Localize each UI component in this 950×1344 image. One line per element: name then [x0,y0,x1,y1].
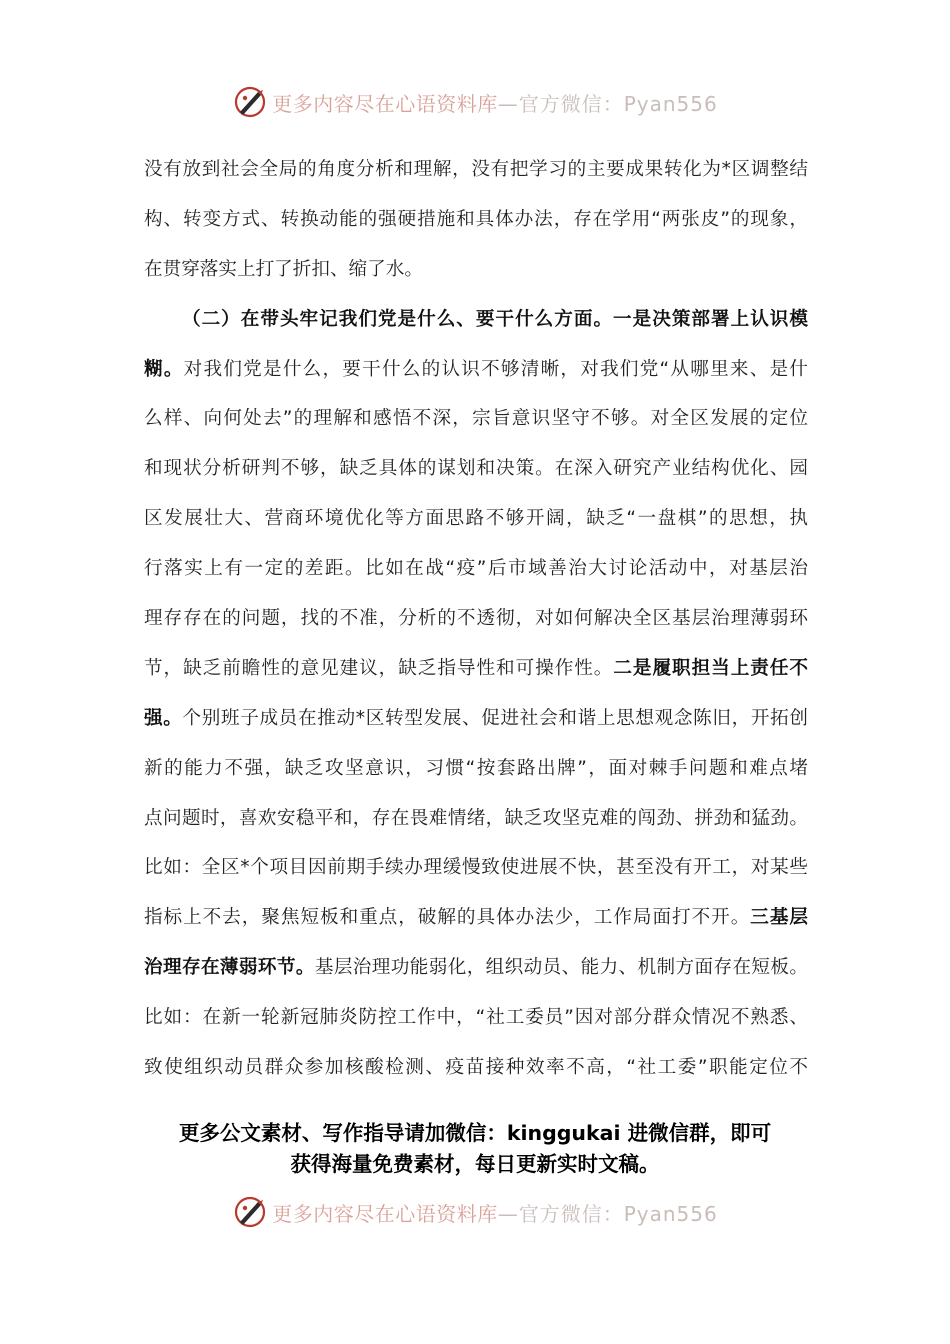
footer-watermark-banner [0,1190,950,1234]
body-text-line [144,245,808,295]
text-segment: 对我们党是什么，要干什么的认识不够清晰，对我们党“从哪里来、是什 [183,358,808,380]
pen-circle-logo-icon [232,84,268,120]
body-text-line [144,843,808,893]
bold-text-segment: 二是履职担当上责任不 [613,657,808,679]
pen-circle-logo-icon [232,1194,268,1230]
body-text-line [144,295,808,345]
promo-line-2: 获得海量免费素材，每日更新实时文稿。 [290,1152,660,1176]
body-text-line [144,744,808,794]
text-segment: 点问题时，喜欢安稳平和，存在畏难情绪，缺乏攻坚克难的闯劲、拼劲和猛劲。 [144,807,808,829]
text-segment: 致使组织动员群众参加核酸检测、疫苗接种效率不高，“社工委”职能定位不 [144,1057,808,1079]
text-segment: 基层治理功能弱化，组织动员、能力、机制方面存在短板。 [314,957,808,979]
body-text-line [144,145,808,195]
text-segment: 新的能力不强，缺乏攻坚意识，习惯“按套路出牌”，面对棘手问题和难点堵 [144,757,808,779]
watermark-contact-text: —官方微信：Pyan556 [497,1201,718,1226]
text-segment: 节，缺乏前瞻性的意见建议，缺乏指导性和可操作性。 [144,657,614,679]
body-text-line [144,494,808,544]
text-segment: 行落实上有一定的差距。比如在战“疫”后市域善治大讨论活动中，对基层治 [144,558,808,580]
body-text-line [144,943,808,993]
body-text-line [144,694,808,744]
bold-text-segment: 糊。 [144,358,184,380]
body-text-line [144,1043,808,1093]
text-segment: 和现状分析研判不够，缺乏具体的谋划和决策。在深入研究产业结构优化、园 [144,458,808,480]
watermark-brand-text: 更多内容尽在心语资料库 [272,1201,498,1226]
body-text-line [144,794,808,844]
text-segment: 在贯穿落实上打了折扣、缩了水。 [144,258,423,280]
text-segment: 理存存在的问题，找的不准，分析的不透彻，对如何解决全区基层治理薄弱环 [144,608,808,630]
text-segment: 比如：在新一轮新冠肺炎防控工作中，“社工委员”因对部分群众情况不熟悉、 [144,1007,808,1029]
document-body [144,145,808,1093]
body-text-line [144,345,808,395]
body-text-line [144,993,808,1043]
body-text-line [144,594,808,644]
bold-text-segment: 强。 [144,707,183,729]
text-segment: 个别班子成员在推动*区转型发展、促进社会和谐上思想观念陈旧，开拓创 [182,707,808,729]
watermark-brand-text: 更多内容尽在心语资料库 [272,91,498,116]
body-text-line [144,893,808,943]
text-segment: 么样、向何处去”的理解和感悟不深，宗旨意识坚守不够。对全区发展的定位 [144,408,808,430]
text-segment: 比如：全区*个项目因前期手续办理缓慢致使进展不快，甚至没有开工，对某些 [144,857,808,879]
promo-notice [0,1118,950,1180]
text-segment: 没有放到社会全局的角度分析和理解，没有把学习的主要成果转化为*区调整结 [144,159,808,180]
bold-text-segment: 治理存在薄弱环节。 [144,957,315,979]
body-text-line [144,394,808,444]
body-text-line [144,544,808,594]
header-watermark-banner [0,80,950,124]
text-segment: 指标上不去，聚焦短板和重点，破解的具体办法少，工作局面打不开。 [144,907,751,929]
text-segment: 区发展壮大、营商环境优化等方面思路不够开阔，缺乏“一盘棋”的思想，执 [144,508,808,530]
body-text-line [144,195,808,245]
body-text-line [144,644,808,694]
body-text-line [144,444,808,494]
text-segment: 构、转变方式、转换动能的强硬措施和具体办法，存在学用“两张皮”的现象， [144,208,808,230]
promo-line-1: 更多公文素材、写作指导请加微信：kinggukai 进微信群，即可 [178,1121,772,1145]
watermark-contact-text: —官方微信：Pyan556 [497,91,718,116]
bold-text-segment: 三基层 [750,907,808,929]
bold-text-segment: （二）在带头牢记我们党是什么、要干什么方面。一是决策部署上认识模 [182,308,808,330]
